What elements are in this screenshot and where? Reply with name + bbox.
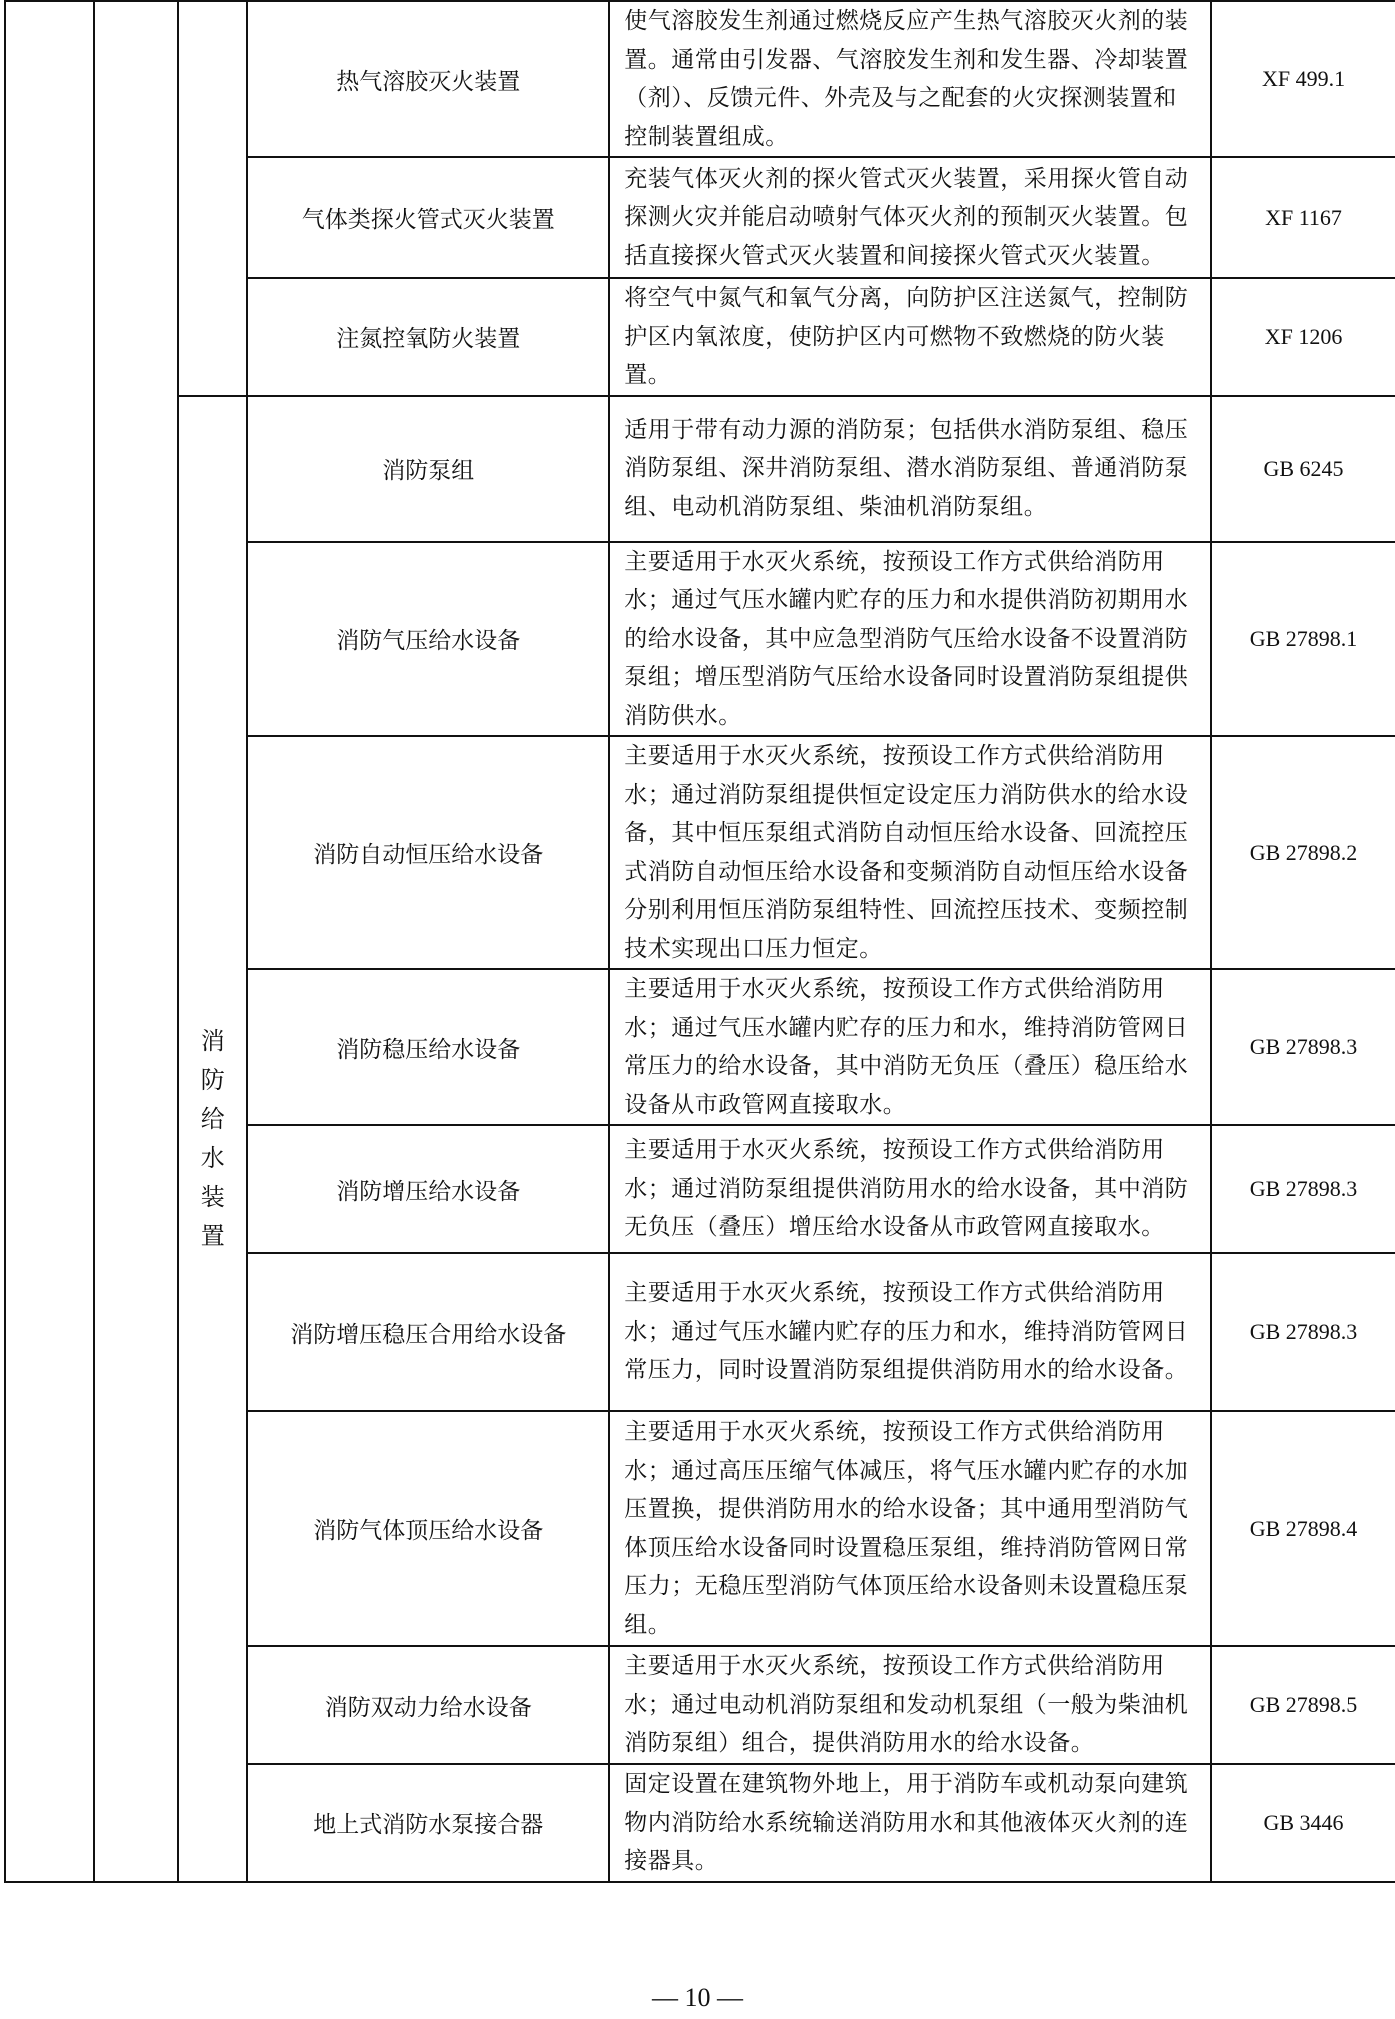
product-description: 主要适用于水灭火系统，按预设工作方式供给消防用水；通过高压压缩气体减压，将气压水罐内贮存的水加压置换，提供消防用水的给水设备；其中通用型消防气体顶压给水设备同时设置稳压泵组，维持消防管网日常压力；无稳压型消防气体顶压给水设备则未设置稳压泵组。 [609,1411,1211,1646]
group-label: 消防给水装置 [200,1026,225,1250]
standard-code: GB 27898.3 [1211,969,1395,1125]
product-name: 消防增压给水设备 [247,1125,609,1253]
product-name: 消防双动力给水设备 [247,1646,609,1764]
standard-code: GB 27898.3 [1211,1253,1395,1411]
standard-code: XF 1206 [1211,278,1395,396]
product-description: 固定设置在建筑物外地上，用于消防车或机动泵向建筑物内消防给水系统输送消防用水和其他液体灭火剂的连接器具。 [609,1764,1211,1882]
prior-group-cell [178,1,247,396]
table-row [5,396,1395,542]
group-label-cell [178,396,247,1882]
standard-code: GB 6245 [1211,396,1395,542]
product-name: 消防稳压给水设备 [247,969,609,1125]
product-description: 充装气体灭火剂的探火管式灭火装置，采用探火管自动探测火灾并能启动喷射气体灭火剂的预制灭火装置。包括直接探火管式灭火装置和间接探火管式灭火装置。 [609,157,1211,278]
product-name: 消防气压给水设备 [247,542,609,737]
product-description: 主要适用于水灭火系统，按预设工作方式供给消防用水；通过消防泵组提供消防用水的给水设备，其中消防无负压（叠压）增压给水设备从市政管网直接取水。 [609,1125,1211,1253]
category-cell [5,1,94,1882]
product-description: 主要适用于水灭火系统，按预设工作方式供给消防用水；通过气压水罐内贮存的压力和水，维持消防管网日常压力，同时设置消防泵组提供消防用水的给水设备。 [609,1253,1211,1411]
product-description: 主要适用于水灭火系统，按预设工作方式供给消防用水；通过消防泵组提供恒定设定压力消防供水的给水设备，其中恒压泵组式消防自动恒压给水设备、回流控压式消防自动恒压给水设备和变频消防自动恒压给水设备分别利用恒压消防泵组特性、回流控压技术、变频控制技术实现出口压力恒定。 [609,736,1211,969]
product-description: 使气溶胶发生剂通过燃烧反应产生热气溶胶灭火剂的装置。通常由引发器、气溶胶发生剂和发生器、冷却装置（剂）、反馈元件、外壳及与之配套的火灾探测装置和控制装置组成。 [609,1,1211,157]
product-description: 主要适用于水灭火系统，按预设工作方式供给消防用水；通过电动机消防泵组和发动机泵组（一般为柴油机消防泵组）组合，提供消防用水的给水设备。 [609,1646,1211,1764]
standard-code: GB 27898.5 [1211,1646,1395,1764]
page-number: — 10 — [652,1983,743,2012]
product-name: 地上式消防水泵接合器 [247,1764,609,1882]
standard-code: GB 3446 [1211,1764,1395,1882]
standard-code: XF 1167 [1211,157,1395,278]
table-row [5,1,1395,157]
standard-code: GB 27898.1 [1211,542,1395,737]
product-name: 消防泵组 [247,396,609,542]
product-description: 主要适用于水灭火系统，按预设工作方式供给消防用水；通过气压水罐内贮存的压力和水提供消防初期用水的给水设备，其中应急型消防气压给水设备不设置消防泵组；增压型消防气压给水设备同时设置消防泵组提供消防供水。 [609,542,1211,737]
product-name: 注氮控氧防火装置 [247,278,609,396]
standards-table [4,0,1395,1883]
product-description: 主要适用于水灭火系统，按预设工作方式供给消防用水；通过气压水罐内贮存的压力和水，维持消防管网日常压力的给水设备，其中消防无负压（叠压）稳压给水设备从市政管网直接取水。 [609,969,1211,1125]
standard-code: GB 27898.4 [1211,1411,1395,1646]
product-name: 消防气体顶压给水设备 [247,1411,609,1646]
product-name: 消防自动恒压给水设备 [247,736,609,969]
product-name: 热气溶胶灭火装置 [247,1,609,157]
standard-code: GB 27898.2 [1211,736,1395,969]
product-description: 将空气中氮气和氧气分离，向防护区注送氮气，控制防护区内氧浓度，使防护区内可燃物不致燃烧的防火装置。 [609,278,1211,396]
product-name: 消防增压稳压合用给水设备 [247,1253,609,1411]
product-description: 适用于带有动力源的消防泵；包括供水消防泵组、稳压消防泵组、深井消防泵组、潜水消防泵组、普通消防泵组、电动机消防泵组、柴油机消防泵组。 [609,396,1211,542]
product-name: 气体类探火管式灭火装置 [247,157,609,278]
subcategory-cell [94,1,178,1882]
standard-code: GB 27898.3 [1211,1125,1395,1253]
standard-code: XF 499.1 [1211,1,1395,157]
